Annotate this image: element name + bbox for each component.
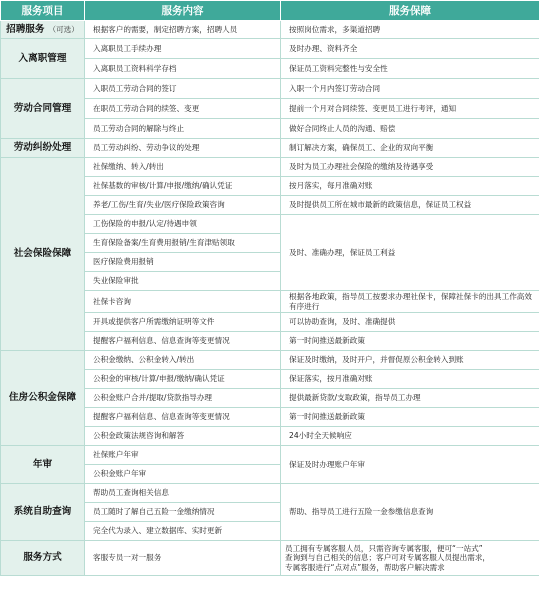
guarantee-cell: 保证落实，按月准确对账 [281,370,539,389]
category-contract: 劳动合同管理 [1,79,85,139]
content-cell: 公积金账户年审 [85,465,281,484]
category-title: 招聘服务 [6,23,45,35]
content-cell: 公积金账户合并/提取/贷款指导办理 [85,389,281,408]
table-row [1,541,539,576]
header-service-guarantee: 服务保障 [281,1,539,21]
guarantee-cell: 做好合同终止人员的沟通、赔偿 [281,119,539,139]
guarantee-cell: 按月落实，每月准确对账 [281,177,539,196]
category-subtitle: （可选） [48,24,79,34]
category-recruit [1,21,85,39]
category-self-query: 系统自助查询 [1,484,85,541]
content-cell: 养老/工伤/生育/失业/医疗保险政策咨询 [85,196,281,215]
content-cell: 开具或提供客户所需缴纳证明等文件 [85,313,281,332]
content-cell: 提醒客户福利信息、信息查询等变更情况 [85,332,281,351]
content-cell: 公积金政策法规咨询和解答 [85,427,281,446]
guarantee-cell: 可以协助查询，及时、准确提供 [281,313,539,332]
table-row [1,39,539,59]
guarantee-cell: 第一时间推送最新政策 [281,332,539,351]
content-cell: 失业保险审批 [85,272,281,291]
content-cell: 员工劳动纠纷、劳动争议的处理 [85,139,281,158]
guarantee-cell: 提供最新贷款/支取政策，指导员工办理 [281,389,539,408]
content-cell: 社保卡咨询 [85,291,281,313]
guarantee-cell: 帮助、指导员工进行五险一金参缴信息查询 [281,484,539,541]
category-dispute: 劳动纠纷处理 [1,139,85,158]
category-social-insurance: 社会保险保障 [1,158,85,351]
table-row [1,158,539,177]
content-cell: 公积金缴纳、公积金转入/转出 [85,351,281,370]
content-cell: 入离职员工手续办理 [85,39,281,59]
guarantee-cell: 第一时间推送最新政策 [281,408,539,427]
content-cell: 生育保险备案/生育费用报销/生育津贴领取 [85,234,281,253]
guarantee-cell: 按照岗位需求，多渠道招聘 [281,21,539,39]
content-cell: 公积金的审核/计算/申报/缴纳/确认凭证 [85,370,281,389]
guarantee-line: 专属客服进行“点对点”服务，帮助客户解决需求 [285,562,445,572]
content-cell: 客服专员一对一服务 [85,541,281,576]
table-row [1,446,539,465]
content-cell: 员工随时了解自己五险一金缴纳情况 [85,503,281,522]
content-cell: 社保缴纳、转入/转出 [85,158,281,177]
content-cell: 在职员工劳动合同的续签、变更 [85,99,281,119]
table-row [1,21,539,39]
content-cell: 帮助员工查询相关信息 [85,484,281,503]
guarantee-cell: 保证及时办理账户年审 [281,446,539,484]
header-service-content: 服务内容 [85,1,281,21]
category-service-mode: 服务方式 [1,541,85,576]
content-cell: 入离职员工资料科学存档 [85,59,281,79]
guarantee-cell: 入职一个月内签订劳动合同 [281,79,539,99]
category-entry-exit: 入离职管理 [1,39,85,79]
guarantee-cell [281,158,539,177]
category-annual-review: 年审 [1,446,85,484]
guarantee-cell: 保证及时缴纳，及时开户，并督促原公积金转入到账 [281,351,539,370]
guarantee-cell: 及时办理、资料齐全 [281,39,539,59]
guarantee-cell: 及时、准确办理，保证员工利益 [281,215,539,291]
table-header-row [1,1,539,21]
table-row [1,139,539,158]
guarantee-cell: 制订解决方案，确保员工、企业的双向平衡 [281,139,539,158]
content-cell: 医疗保险费用报销 [85,253,281,272]
guarantee-cell: 及时提供员工所在城市最新的政策信息，保证员工权益 [281,196,539,215]
content-cell: 根据客户的需要，制定招聘方案，招聘人员 [85,21,281,39]
table-row [1,79,539,99]
table-row [1,351,539,370]
guarantee-line: 及时为员工办理社会保险的缴纳及待遇享受 [289,162,434,172]
guarantee-cell: 根据各地政策，指导员工按要求办理社保卡，保障社保卡的出具工作高效有序进行 [281,291,539,313]
guarantee-line: 员工拥有专属客服人员，只需咨询专属客服，便可“一站式” [285,543,483,553]
table-row [1,484,539,503]
content-cell: 提醒客户福利信息、信息查询等变更情况 [85,408,281,427]
guarantee-cell [281,541,539,576]
content-cell: 完全代为录入、建立数据库、实时更新 [85,522,281,541]
header-service-item: 服务项目 [1,1,85,21]
content-cell: 社保基数的审核/计算/申报/缴纳/确认凭证 [85,177,281,196]
guarantee-line: 查询到与自己相关的信息；客户可对专属客服人员提出需求， [285,553,491,563]
guarantee-cell: 保证员工资料完整性与安全性 [281,59,539,79]
content-cell: 入职员工劳动合同的签订 [85,79,281,99]
category-housing-fund: 住房公积金保障 [1,351,85,446]
content-cell: 社保账户年审 [85,446,281,465]
content-cell: 工伤保险的申报/认定/待遇申领 [85,215,281,234]
content-cell: 员工劳动合同的解除与终止 [85,119,281,139]
guarantee-cell: 提前一个月对合同续签、变更员工进行考评，通知 [281,99,539,119]
guarantee-cell: 24小时全天候响应 [281,427,539,446]
